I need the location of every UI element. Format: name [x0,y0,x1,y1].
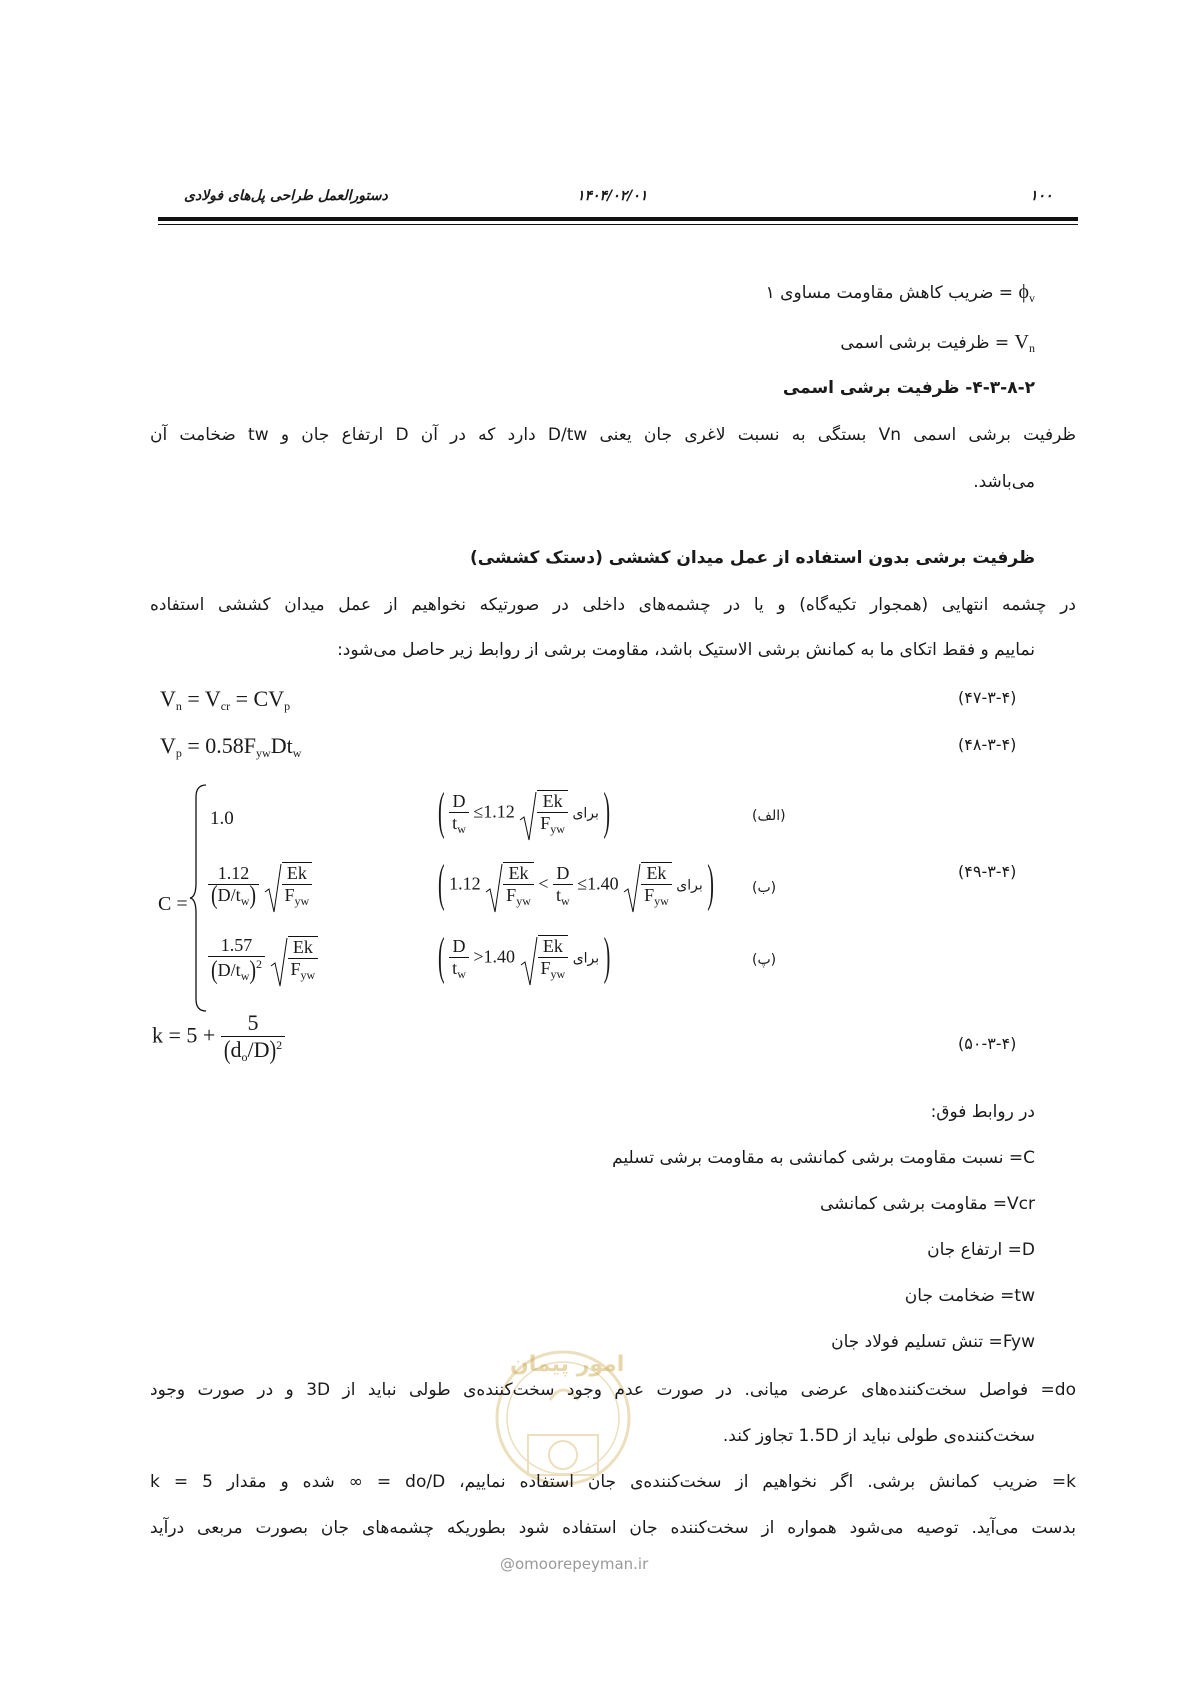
equation-48-number: (۴۸-۳-۴) [958,735,1017,754]
paragraph-k-end: بدست می‌آید. توصیه می‌شود همواره از سخت‌کننده جان استفاده شود بطوریکه چشمه‌های جان بصورت مربعی درآید [150,1518,1076,1538]
header-rule-thick [158,217,1078,221]
paragraph-1: ظرفیت برشی اسمی Vn بستگی به نسبت لاغری جان یعنی D/tw دارد که در آن D ارتفاع جان و tw ضخامت آن [150,425,1076,445]
document-title: دستورالعمل طراحی پل‌های فولادی [184,188,388,204]
definition-vn: $V_n$ = ظرفیت برشی اسمی [840,331,1035,355]
definition-fyw: Fyw= تنش تسلیم فولاد جان [831,1332,1035,1352]
watermark-url: @omoorepeyman.ir [500,1555,649,1573]
paragraph-1-end: می‌باشد. [973,472,1035,492]
equation-47-number: (۴۷-۳-۴) [958,688,1017,707]
case-b-value: $\frac{1.12}{(D/t_w)}$ $\frac{Ek}{F_{yw}}$ [208,862,312,909]
case-c-condition: ( $\frac{D}{t_w}$ >1.40 $\frac{Ek}{F_{yw}}$ برای ) [438,928,611,986]
definition-tw: tw= ضخامت جان [904,1286,1035,1306]
watermark-brand: امور پیمان [510,1352,625,1377]
equation-49-lhs: C = [158,893,188,915]
case-a-value: 1.0 [210,808,234,829]
definition-phi-v: $\phi_v$ = ضریب کاهش مقاومت مساوی ۱ [765,281,1035,305]
document-date: ۱۴۰۴/۰۲/۰۱ [577,188,648,204]
equation-49-brace [188,783,208,1013]
definition-d: D= ارتفاع جان [927,1240,1035,1260]
paragraph-2: در چشمه انتهایی (همجوار تکیه‌گاه) و یا در چشمه‌های داخلی در صورتیکه نخواهیم از عمل میدان کششی استفاده [150,595,1076,615]
equation-47: $V_n = V_{cr} = CV_p$ [160,686,291,713]
case-b-label: (ب) [752,880,777,896]
equation-48: $V_p = 0.58F_{yw}Dt_w$ [160,733,302,760]
paragraph-do: do= فواصل سخت‌کننده‌های عرضی میانی. در صورت عدم وجود سخت‌کننده‌ی طولی نباید از 3D و در صورت وجود [150,1380,1076,1400]
paragraph-k: k= ضریب کمانش برشی. اگر نخواهیم از سخت‌کننده‌ی جان استفاده نماییم، do/D = ∞ شده و مقدار k = 5 [150,1472,1076,1492]
paragraph-2-end: نماییم و فقط اتکای ما به کمانش برشی الاستیک باشد، مقاومت برشی از روابط زیر حاصل می‌شود: [337,640,1035,660]
header-rule-thin [158,224,1078,225]
section-heading: ۴-۳-۸-۲- ظرفیت برشی اسمی [782,378,1035,398]
case-c-value: $\frac{1.57}{(D/t_w)^2}$ $\frac{Ek}{F_{yw}}$ [208,935,318,984]
page-number: ۱۰۰ [1030,188,1053,204]
definition-c: C= نسبت مقاومت برشی کمانشی به مقاومت برشی تسلیم [612,1148,1035,1168]
paragraph-do-end: سخت‌کننده‌ی طولی نباید از 1.5D تجاوز کند. [722,1426,1035,1446]
definitions-intro: در روابط فوق: [930,1102,1035,1122]
case-a-label: (الف) [752,808,786,824]
subsection-heading: ظرفیت برشی بدون استفاده از عمل میدان کششی (دستک کششی) [469,548,1035,568]
case-a-condition: ( $\frac{D}{t_w}$ ≤1.12 $\frac{Ek}{F_{yw}}$ برای ) [438,783,611,841]
definition-vcr: Vcr= مقاومت برشی کمانشی [819,1194,1035,1214]
case-b-condition: ( 1.12 $\frac{Ek}{F_{yw}}$ < $\frac{D}{t_w}$ ≤1.40 $\frac{Ek}{F_{yw}}$ برای ) [438,855,714,913]
equation-50: k = 5 + $\frac{5}{(d_o/D)^2}$ [152,1010,285,1065]
case-c-label: (پ) [752,952,777,968]
equation-49-number: (۴۹-۳-۴) [958,862,1017,881]
equation-50-number: (۵۰-۳-۴) [958,1034,1017,1053]
